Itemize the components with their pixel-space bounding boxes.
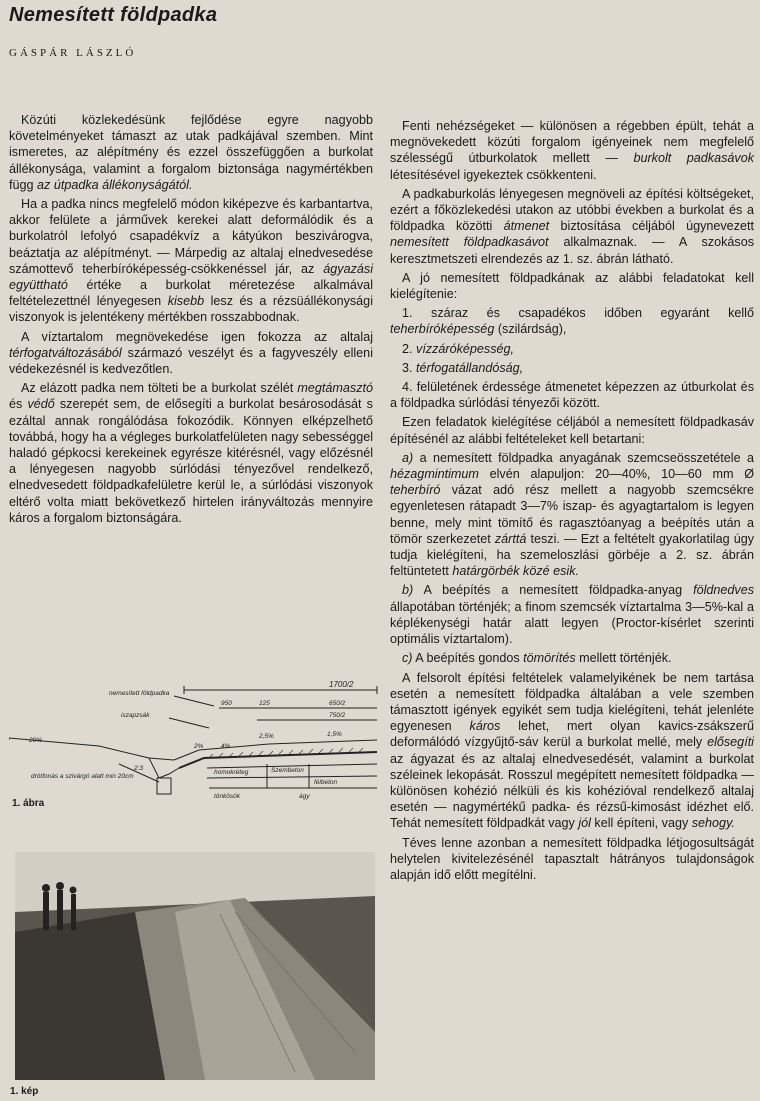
paragraph bbox=[390, 835, 754, 884]
article-title: Nemesített földpadka bbox=[9, 4, 218, 26]
emphasis-text: kisebb bbox=[167, 294, 205, 309]
text-run: az ágyazat és az altalaj elnedvesedését, valamint a burkolat széleinek lekopását. Rosszul megépített nemesített földpadka — különösen kohézió nélküli és kis kohézióval rendelkező altalaj esetén — nagymértékű padka- és rézsű-kimosást idézhet elő. Tehát nemesített földpadkát vagy bbox=[390, 751, 754, 831]
text-run: A felsorolt építési feltételek valamelyikének be nem tartása esetén a nemesített földpadka általában a vele szemben támasztott igények egyikét sem tudja kielégíteni, tehát jelenléte egyenesen bbox=[390, 670, 754, 734]
emphasis-text: nemesített földpadkasávot bbox=[390, 235, 549, 250]
text-run: A jó nemesített földpadkának az alábbi feladatokat kell kielégítenie: bbox=[390, 270, 754, 302]
text-run: A beépítés gondos bbox=[412, 651, 524, 666]
left-column bbox=[9, 112, 373, 526]
text-run: A beépítés a nemesített földpadka-anyag bbox=[413, 583, 694, 598]
paragraph bbox=[390, 582, 754, 647]
emphasis-text: vízzáróképesség, bbox=[416, 341, 515, 356]
label-iszapzsak: iszapzsák bbox=[121, 712, 150, 719]
slope-2: 2% bbox=[194, 743, 204, 750]
text-run: létesítésével igyekeztek csökkenteni. bbox=[390, 167, 597, 182]
photo-caption: 1. kép bbox=[10, 1086, 39, 1097]
text-run: lesz és a rézsüállékonysági viszonyok is jelentékeny mértékben rosszabbodnak. bbox=[9, 294, 373, 325]
list-item bbox=[390, 379, 754, 411]
paragraph bbox=[390, 118, 754, 183]
paragraph bbox=[9, 112, 373, 193]
paragraph bbox=[390, 186, 754, 267]
emphasis-text: földnedves bbox=[693, 583, 754, 598]
text-run: (szilárdság), bbox=[494, 322, 567, 337]
slope-25: 2,5% bbox=[259, 733, 274, 740]
emphasis-text: megtámasztó bbox=[297, 381, 373, 396]
text-run: Ha a padka nincs megfelelő módon kiképezve és karbantartva, akkor felülete a járművek kerekei alatt deformálódik és a burkolatról lefolyó csapadékvíz a kátyúkon beszivárogva, beáztatja az alépítményt. — Márpedig az altalaj elnedvesedése számottevő teherbíróképesség-csökkenéssel jár, az bbox=[9, 197, 373, 276]
emphasis-text: káros bbox=[469, 719, 501, 734]
emphasis-text: határgörbék közé esik. bbox=[452, 564, 580, 579]
text-run: lehet, mert olyan kavics-zsákszerű deformálódó vízgyűjtő-sáv kerül a burkolat mellé, mely bbox=[390, 719, 754, 750]
label-szembeton: Szembeton bbox=[271, 767, 304, 774]
label-tonkosok: tönkösök bbox=[214, 793, 241, 800]
text-run: szerepét sem, de elősegíti a burkolat besárosodását s ezáltal annak rongálódása fokozódik. Könnyen elképzelhető továbbá, hogy ha a végleges burkolatfelületen nagy sebességgel haladó gépkocsi kerekeinek egyrésze kitérésnél, vagy előzésnél a lényegesen nagyobb súrlódási tényezővel rendelkező, elnedvesedett földpadkafelületre kerül le, a súrlódási viszonyok eltérő volta miatt bekövetkező hirtelen irányváltozás mennyire káros a forgalom biztonságára. bbox=[9, 397, 373, 525]
text-run: Fenti nehézségeket — különösen a régebben épült, tehát a megnövekedett közúti forgalom igényeinek nem megfelelő szélességű útburkolatok mellett — bbox=[390, 119, 754, 166]
label-agy: ágy bbox=[299, 793, 310, 800]
paragraph bbox=[390, 270, 754, 302]
road-photo-image bbox=[15, 852, 375, 1080]
emphasis-text: jól bbox=[578, 816, 591, 831]
paragraph bbox=[9, 196, 373, 326]
emphasis-text: védő bbox=[27, 397, 55, 412]
label-nemesitett: nemesített földpadka bbox=[109, 690, 170, 697]
text-run: származó veszélyt és a fagyveszély elleni védekezésnél is kedvezőtlen. bbox=[9, 345, 373, 377]
road-photo bbox=[15, 852, 375, 1080]
slope-15: 1,5% bbox=[327, 731, 342, 738]
text-run: Az elázott padka nem tölteti be a burkolat szélét bbox=[21, 381, 298, 396]
text-run: A víztartalom megnövekedése igen fokozza az altalaj bbox=[21, 329, 373, 344]
dim-650: 650/2 bbox=[329, 700, 346, 707]
emphasis-text: a) bbox=[402, 450, 414, 465]
list-item bbox=[390, 341, 754, 357]
text-run: 4. felületének érdessége átmenetet képezzen az útburkolat és a földpadka súrlódási tényezői között. bbox=[390, 380, 754, 411]
text-run: értéke a burkolat méretezése alkalmával feltételezettnél lényegesen bbox=[9, 278, 373, 309]
paragraph bbox=[390, 414, 754, 446]
text-run: elvén alapuljon: 20—40%, 10—60 mm Ø bbox=[478, 467, 754, 482]
figure-caption: 1. ábra bbox=[12, 798, 45, 809]
dim-125: 125 bbox=[259, 700, 270, 707]
text-run: vázat adó rész mellett a nagyobb szemcsékre egyenletesen rátapadt 3—7% iszap- és agyagtartalom is legyen benne, mely mint tömítő és ragasztóanyag a beépítés után a tömör szerkezetet bbox=[390, 483, 754, 546]
emphasis-text: átmenet bbox=[503, 219, 550, 234]
text-run: Ezen feladatok kielégítése céljából a nemesített földpadkasáv építésénél az alábbi feltételeket kell betartani: bbox=[390, 415, 754, 446]
label-drain: drótfonás a szivárgó alatt min 20cm bbox=[31, 773, 134, 780]
paragraph bbox=[390, 650, 754, 666]
list-item bbox=[390, 360, 754, 376]
text-run: A padkaburkolás lényegesen megnöveli az építési költségeket, ezért a főközlekedési utakon az utóbbi években a burkolat és a földpadka közötti bbox=[390, 186, 754, 234]
paragraph bbox=[9, 380, 373, 526]
emphasis-text: teherbíró bbox=[390, 483, 441, 498]
emphasis-text: b) bbox=[402, 583, 414, 598]
dim-half-width: 1700/2 bbox=[329, 680, 354, 689]
text-run: 3. bbox=[402, 360, 417, 375]
paragraph bbox=[390, 670, 754, 832]
text-run: kell építeni, vagy bbox=[590, 816, 692, 831]
cross-section-figure bbox=[9, 678, 381, 818]
slope-20: 20% bbox=[29, 737, 43, 744]
right-column bbox=[390, 118, 754, 883]
text-run: alkalmaznak. — A szokásos keresztmetszeti elrendezés az 1. sz. ábrán látható. bbox=[390, 235, 754, 266]
paragraph bbox=[9, 329, 373, 378]
text-run: 2. bbox=[402, 341, 417, 356]
emphasis-text: hézagmintimum bbox=[390, 467, 479, 482]
cross-section-drawing bbox=[9, 678, 381, 818]
emphasis-text: c) bbox=[402, 651, 413, 666]
text-run: Közúti közlekedésünk fejlődése egyre nagyobb követelményeket támaszt az utak padkájával szemben. Mint ismeretes, az alépítmény és ezzel összefüggően a burkolat állékonysága, valamint a forgalom biztonsága nagymértékben függ bbox=[9, 113, 373, 192]
label-homokreteg: homokréteg bbox=[214, 769, 249, 776]
label-felbeton: félbeton bbox=[314, 779, 338, 786]
emphasis-text: elősegíti bbox=[707, 735, 754, 750]
text-run: teszi. — Ezt a feltételt gyakorlatilag úgy tudja kielégíteni, ha szemeloszlási görbéje a 2. sz. ábrán feltüntetett bbox=[390, 531, 754, 579]
emphasis-text: térfogatváltozásából bbox=[9, 345, 122, 360]
text-run: állapotában történjék; a finom szemcsék víztartalma 3—5%-kal a képlékenységi határ alatt legyen (Proctor-kísérlet szerinti optimális víztartalom). bbox=[390, 599, 754, 647]
dim-750: 750/2 bbox=[329, 712, 346, 719]
text-run: mellett történjék. bbox=[575, 651, 672, 666]
article-author: GÁSPÁR LÁSZLÓ bbox=[9, 47, 137, 59]
emphasis-text: sehogy. bbox=[691, 816, 735, 831]
dim-950: 950 bbox=[221, 700, 232, 707]
emphasis-text: térfogatállandóság, bbox=[416, 360, 524, 375]
text-run: biztosítása céljából úgynevezett bbox=[549, 219, 754, 234]
slope-ratio: 2:3 bbox=[134, 765, 144, 772]
text-run: Téves lenne azonban a nemesített földpadka létjogosultságát helytelen kivitelezésénél tapasztalt hátrányos tulajdonságok alapján idő előtt megítélni. bbox=[390, 835, 754, 882]
emphasis-text: tömörítés bbox=[523, 651, 576, 666]
paragraph bbox=[390, 450, 754, 580]
emphasis-text: burkolt padkasávok bbox=[633, 151, 755, 166]
text-run: a nemesített földpadka anyagának szemcseösszetétele a bbox=[413, 450, 754, 465]
text-run: 1. száraz és csapadékos időben egyaránt kellő bbox=[402, 306, 754, 321]
emphasis-text: teherbíróképesség bbox=[390, 322, 495, 337]
emphasis-text: az útpadka állékonyságától. bbox=[37, 177, 193, 192]
text-run: és bbox=[9, 397, 28, 412]
list-item bbox=[390, 305, 754, 337]
emphasis-text: ágyazási együttható bbox=[9, 261, 373, 293]
slope-4: 4% bbox=[221, 743, 231, 750]
emphasis-text: zárttá bbox=[494, 531, 527, 546]
